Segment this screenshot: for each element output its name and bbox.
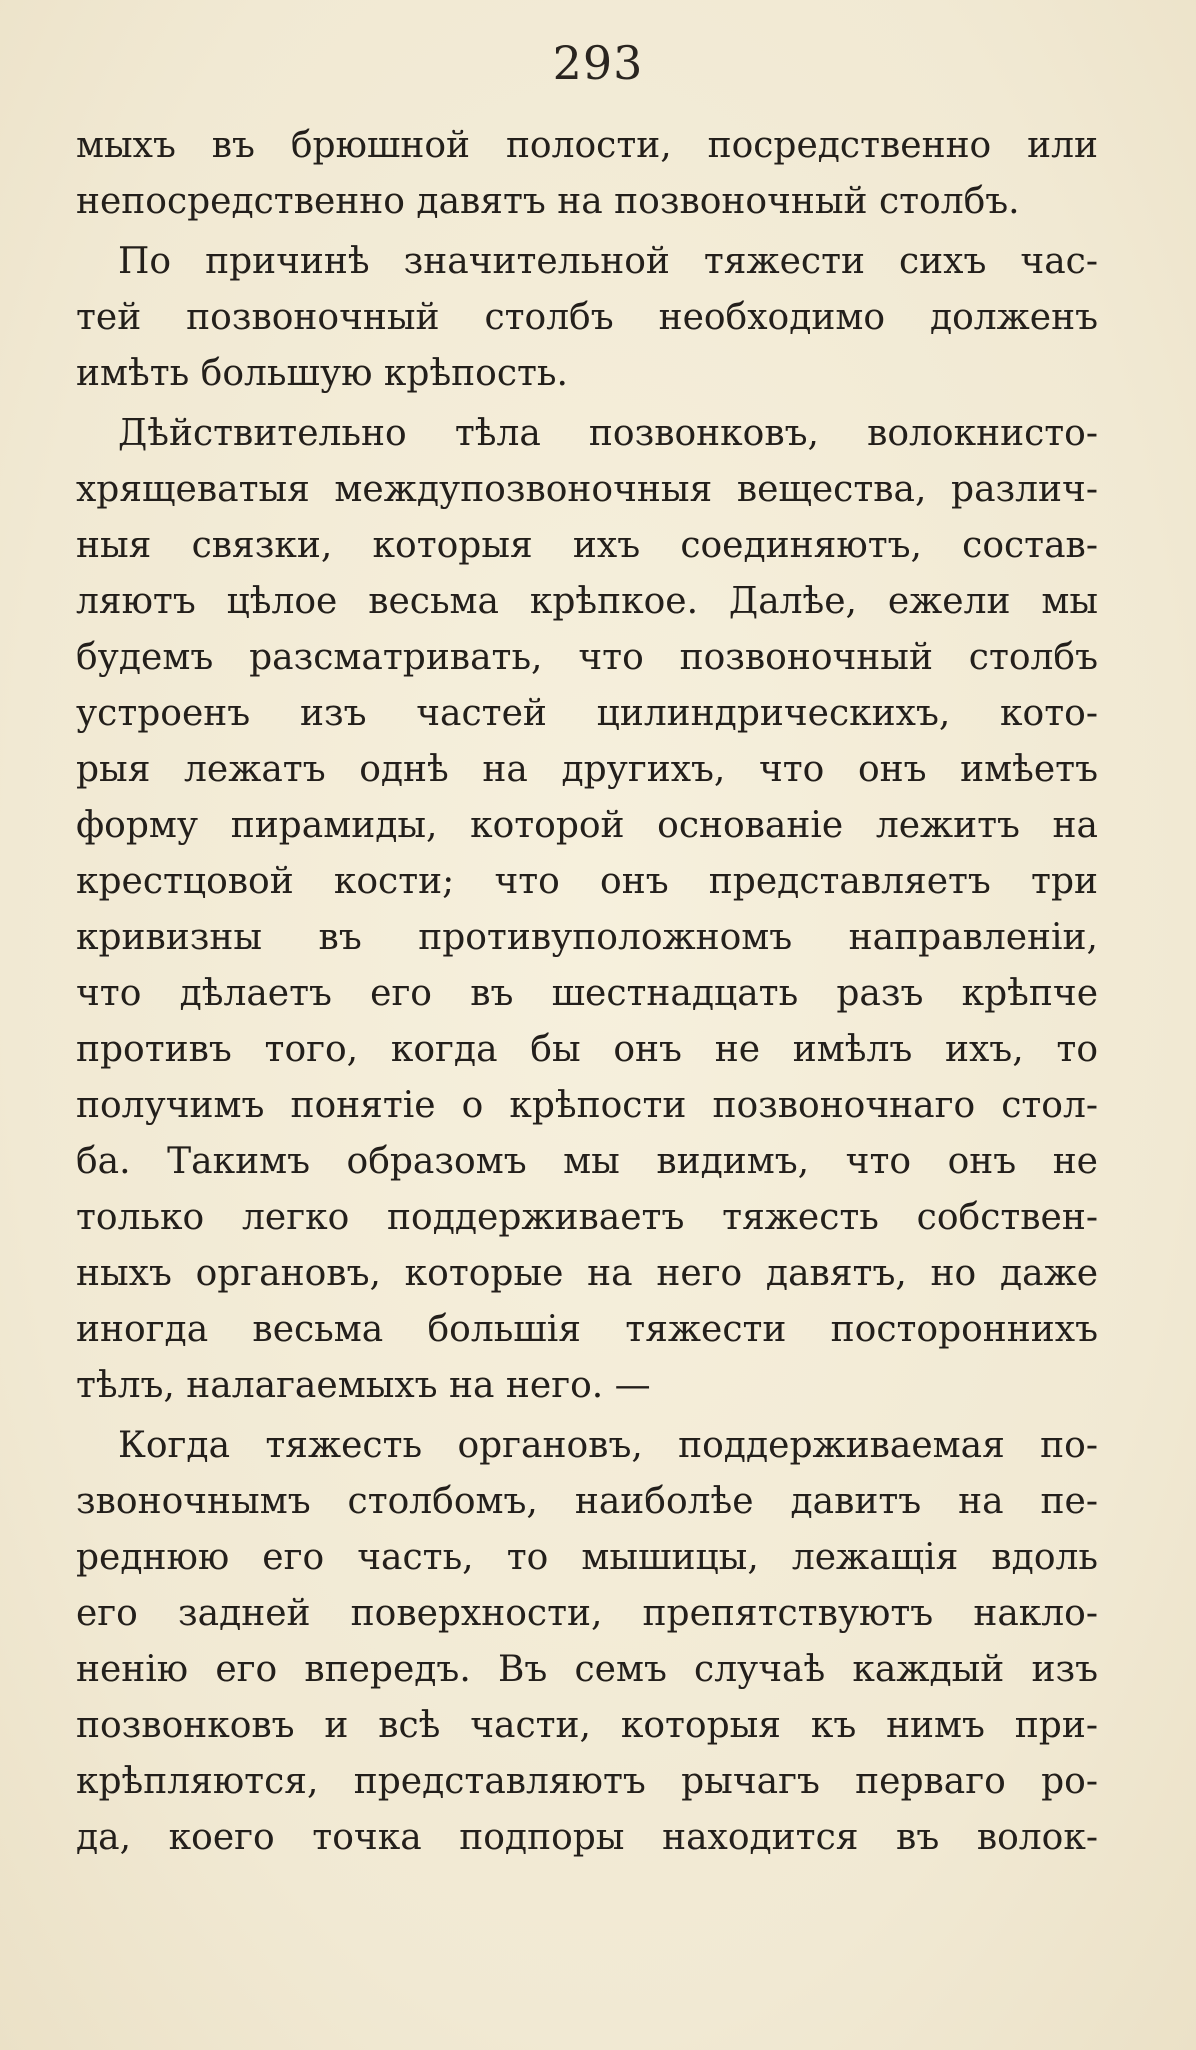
text-line: да, коего точка подпоры находится въ волок- bbox=[76, 1817, 1098, 1858]
text-line: Когда тяжесть органовъ, поддерживаемая по- bbox=[118, 1425, 1098, 1466]
text-line: кривизны въ противуположномъ направленіи, bbox=[76, 917, 1098, 958]
text-line: Дѣйствительно тѣла позвонковъ, волокнисто- bbox=[118, 413, 1098, 454]
text-line: устроенъ изъ частей цилиндрическихъ, кото- bbox=[76, 693, 1098, 734]
text-line: тѣлъ, налагаемыхъ на него. — bbox=[76, 1365, 651, 1406]
text-line: ненію его впередъ. Въ семъ случаѣ каждый изъ bbox=[76, 1649, 1098, 1690]
text-line: его задней поверхности, препятствуютъ накло- bbox=[76, 1593, 1098, 1634]
text-line: что дѣлаетъ его въ шестнадцать разъ крѣпче bbox=[76, 973, 1098, 1014]
text-line: крѣпляются, представляютъ рычагъ перваго ро- bbox=[76, 1761, 1098, 1802]
text-line: реднюю его часть, то мышицы, лежащія вдоль bbox=[76, 1537, 1098, 1578]
text-line: позвонковъ и всѣ части, которыя къ нимъ при- bbox=[76, 1705, 1098, 1746]
text-line: ба. Такимъ образомъ мы видимъ, что онъ не bbox=[76, 1141, 1098, 1182]
text-line: ныя связки, которыя ихъ соединяютъ, состав- bbox=[76, 525, 1098, 566]
text-line: иногда весьма большія тяжести постороннихъ bbox=[76, 1309, 1098, 1350]
page-number: 293 bbox=[552, 36, 644, 90]
text-line: тей позвоночный столбъ необходимо долженъ bbox=[76, 297, 1098, 338]
text-line: только легко поддерживаетъ тяжесть собствен- bbox=[76, 1197, 1098, 1238]
text-line: имѣть большую крѣпость. bbox=[76, 353, 568, 394]
text-line: ныхъ органовъ, которые на него давятъ, но даже bbox=[76, 1253, 1098, 1294]
text-line: По причинѣ значительной тяжести сихъ час- bbox=[118, 241, 1098, 282]
text-line: будемъ разсматривать, что позвоночный столбъ bbox=[76, 637, 1098, 678]
text-line: противъ того, когда бы онъ не имѣлъ ихъ, то bbox=[76, 1029, 1098, 1070]
text-line: ляютъ цѣлое весьма крѣпкое. Далѣе, ежели мы bbox=[76, 581, 1098, 622]
text-line: непосредственно давятъ на позвоночный столбъ. bbox=[76, 181, 1020, 222]
text-line: звоночнымъ столбомъ, наиболѣе давитъ на пе- bbox=[76, 1481, 1098, 1522]
text-line: форму пирамиды, которой основаніе лежитъ на bbox=[76, 805, 1098, 846]
text-line: крестцовой кости; что онъ представляетъ три bbox=[76, 861, 1098, 902]
text-line: хрящеватыя междупозвоночныя вещества, различ- bbox=[76, 469, 1098, 510]
page-body-text bbox=[76, 118, 1098, 1866]
text-line: получимъ понятіе о крѣпости позвоночнаго стол- bbox=[76, 1085, 1098, 1126]
text-line: мыхъ въ брюшной полости, посредственно или bbox=[76, 125, 1098, 166]
text-line: рыя лежатъ однѣ на другихъ, что онъ имѣетъ bbox=[76, 749, 1098, 790]
